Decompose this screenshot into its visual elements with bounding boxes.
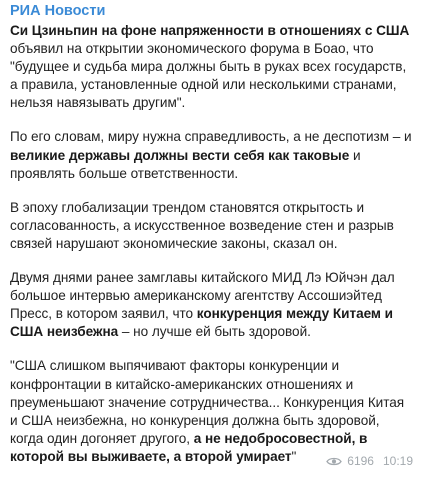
post-text: " (291, 448, 297, 464)
post-meta (326, 454, 413, 468)
channel-name[interactable]: РИА Новости (10, 3, 106, 19)
post-bold-text: Си Цзиньпин на фоне напряженности в отношениях с США (10, 23, 410, 38)
post-text: "США слишком выпячивают факторы конкуренции и конфронтации в китайско-американских отношениях и преуменьшают значение сотрудничества... Конкуренция Китая и США неизбежна, но конкуренция должна быть здоровой, когда один догоняет другого, (10, 358, 405, 446)
post-text: Двумя днями ранее замглавы китайского МИД Лэ Юйчэн дал большое интервью американскому агентству Ассошиэйтед Пресс, в котором заявил, что (10, 270, 395, 322)
post-text: По его словам, миру нужна справедливость, а не деспотизм – и (10, 129, 412, 145)
post-paragraph-2 (10, 128, 412, 182)
post-bold-text: великие державы должны вести себя как таковые (10, 147, 350, 163)
post-text: и проявлять больше ответственности. (10, 147, 361, 181)
post-paragraph-5 (10, 357, 412, 466)
post-bold-text: а не недобросовестной, в которой вы выживаете, а второй умирает (10, 430, 368, 464)
post-text: – но лучше ей быть здоровой. (118, 324, 311, 340)
post-text: В эпоху глобализации трендом становятся открытость и согласованность, а искусственное возведение стен и разрыв связей нарушают экономические законы, сказал он. (10, 199, 394, 251)
post-paragraph-1 (10, 22, 412, 112)
post-text: объявил на открытии экономического форума в Боао, что "будущее и судьба мира должны быть в руках всех государств, а правила, установленные одной или несколькими странами, нельзя навязывать другим". (10, 41, 407, 111)
view-count: 6196 (347, 454, 374, 468)
post-bold-text: конкуренция между Китаем и США неизбежна (10, 306, 393, 340)
eye-icon (326, 456, 342, 467)
post-paragraph-3 (10, 199, 412, 253)
post-paragraph-4 (10, 269, 412, 341)
post-time: 10:19 (382, 454, 413, 468)
